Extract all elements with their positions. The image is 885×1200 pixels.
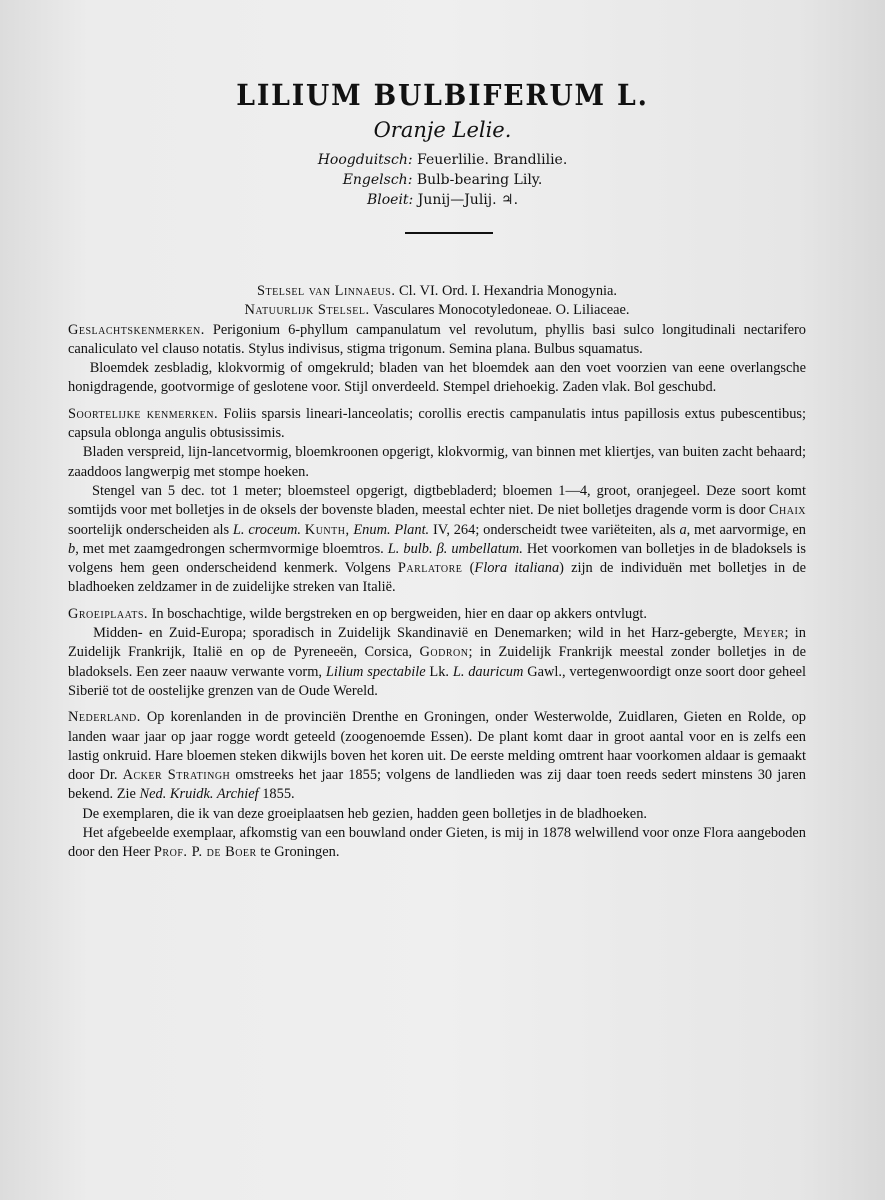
reference-title: Enum. Plant. <box>353 521 430 538</box>
linnaeus-line <box>68 282 806 301</box>
species-stem: Stengel van 5 dec. tot 1 meter; bloemsteel opgerigt, digtbebladerd; bloemen 1—4, groot, oranjegeel. Deze soort komt somtijds voor met bolletjes in de oksels der bovenste bladen, meestal echter niet. De niet bolletjes dragende vorm is door Chaix soortelijk onderscheiden als L. croceum. Kunth, Enum. Plant. IV, 264; onderscheidt twee variëteiten, als a, met aarvormige, en b, met met zaamgedrongen schermvormige bloemtros. L. bulb. β. umbellatum. Het voorkomen van bolletjes in de bladoksels is volgens hem geen onderscheidend kenmerk. Volgens Parlatore (Flora italiana) zijn de individuën met bolletjes in de bladhoeken zeldzamer in de zuidelijke streken van Italië. <box>68 482 807 596</box>
reference-title: Ned. Kruidk. Archief <box>139 786 259 803</box>
netherlands-section <box>68 708 806 804</box>
variety-letter: a <box>679 521 687 538</box>
habitat-heading <box>68 605 806 624</box>
text-run: , met aarvormige, en <box>686 521 806 538</box>
name-value: Feuerlilie. Brandlilie. <box>417 152 568 168</box>
genus-latin <box>68 321 806 360</box>
name-label: Engelsch: <box>342 172 413 188</box>
text-run: omstreeks het jaar 1855; volgens de landlieden was zij daar toen reeds sedert minstens 30 jaren bekend. Zie <box>68 767 806 803</box>
section-label: Geslachtskenmerken. <box>68 321 205 338</box>
description-body <box>68 282 806 863</box>
page-subtitle: Oranje Lelie. <box>373 118 512 142</box>
natural-system-line <box>68 301 806 320</box>
section-text: Perigonium 6-phyllum campanulatum vel revolutum, phyllis basi sulco longitudinali nectarifero canaliculato vel clauso notatis. Stylus indivisus, stigma trigonum. Semina plana. Bulbus squamatus. <box>68 321 806 357</box>
name-line <box>0 150 885 170</box>
taxon-name: Lilium spectabile <box>325 663 426 680</box>
name-value: Junij—Julij. ♃. <box>417 192 519 208</box>
text-run: Het afgebeelde exemplaar, afkomstig van een bouwland onder Gieten, is mij in 1878 welwillend voor onze Flora aangeboden door den Heer <box>68 825 806 861</box>
section-label: Stelsel van Linnaeus. <box>256 283 396 299</box>
netherlands-specimens <box>68 805 806 824</box>
text-run: te Groningen. <box>256 844 340 861</box>
text-run: Op korenlanden in de provinciën Drenthe en Groningen, onder Westerwolde, Zuidlaren, Gieten en Rolde, op landen waar jaar op jaar rogge wordt geteeld (zoogenoemde Essen). De plant komt daar in groot aantal voor en is zelfs een lastig onkruid. Hare bloemen steken dikwijls boven het koren uit. De eerste melding omtrent haar voorkomen aldaar is gemaakt door Dr. <box>68 709 806 784</box>
name-line <box>0 190 885 210</box>
section-text: Vasculares Monocotyledoneae. O. Liliaceae. <box>372 302 630 319</box>
header <box>0 78 885 234</box>
section-label: Soortelijke kenmerken. <box>68 405 219 422</box>
page-title: LILIUM BULBIFERUM L. <box>236 78 649 112</box>
text-run: 1855. <box>258 786 295 803</box>
author-name: Chaix <box>768 502 806 519</box>
author-name: Kunth, <box>304 521 350 538</box>
text-run: Stengel van 5 dec. tot 1 meter; bloemsteel opgerigt, digtbebladerd; bloemen 1—4, groot, oranjegeel. Deze soort komt somtijds voor met bolletjes in de oksels der bovenste bladen, meestal echter niet. De niet bolletjes dragende vorm is door <box>68 482 807 519</box>
section-text: Cl. VI. Ord. I. Hexandria Monogynia. <box>399 283 618 299</box>
name-value: Bulb-bearing Lily. <box>416 172 543 188</box>
section-text: Bladen verspreid, lijn-lancetvormig, bloemkroonen opgerigt, klokvormig, van binnen met kliertjes, van buiten zacht behaard; zaaddoos langwerpig met stompe hoeken. <box>68 444 807 480</box>
genus-dutch <box>68 359 806 398</box>
name-line <box>0 170 885 190</box>
text-run: De exemplaren, die ik van deze groeiplaatsen heb gezien, hadden geen bolletjes in de bladhoeken. <box>82 805 647 822</box>
text-run: Het voorkomen van bolletjes in de bladoksels is volgens hem geen onderscheidend kenmerk. Volgens <box>68 540 806 577</box>
habitat-range <box>68 624 806 701</box>
taxon-name: L. bulb. β. umbellatum. <box>387 540 523 557</box>
text-run: ; in Zuidelijk Frankrijk meestal zonder bolletjes in de bladoksels. Een zeer naauw verwante vorm, <box>68 644 806 680</box>
species-latin <box>68 405 806 444</box>
divider <box>405 232 493 234</box>
author-name: Prof. P. de Boer <box>153 844 257 861</box>
species-dutch <box>68 443 806 482</box>
author-name: Parlatore <box>397 560 463 577</box>
text-run: ; in Zuidelijk Frankrijk, Italië en op de Pyreneeën, Corsica, <box>68 625 807 661</box>
text-run: Gawl., vertegenwoordigt onze soort door geheel Siberië tot de oostelijke grenzen van de Oude Wereld. <box>68 663 807 699</box>
text-run: ) zijn de individuën met bolletjes in de bladhoeken zeldzamer in de zuidelijke streken van Italië. <box>68 560 806 596</box>
taxon-name: L. dauricum <box>452 663 524 680</box>
taxon-name: L. croceum. <box>232 521 301 538</box>
reference-title: Flora italiana <box>474 560 560 577</box>
section-label: Nederland. <box>68 709 141 726</box>
name-label: Bloeit: <box>366 192 414 208</box>
author-name: Meyer <box>743 625 785 642</box>
variety-letter: b <box>68 540 76 557</box>
section-label: Natuurlijk Stelsel. <box>244 302 370 319</box>
name-label: Hoogduitsch: <box>317 152 413 168</box>
section-text: In boschachtige, wilde bergstreken en op bergweiden, hier en daar op akkers ontvlugt. <box>151 605 647 622</box>
text-run: soortelijk onderscheiden als <box>68 521 233 538</box>
text-run: Lk. <box>425 663 453 680</box>
author-name: Godron <box>419 644 469 661</box>
section-label: Groeiplaats. <box>68 605 148 622</box>
section-text: Bloemdek zesbladig, klokvormig of omgekruld; bladen van het bloemdek aan den voet voorzien van eene overlangsche honigdragende, gootvormige of geslotene voor. Stijl onverdeeld. Stempel driehoekig. Zaden vlak. Bol geschubd. <box>68 360 807 396</box>
text-run: , met met zaamgedrongen schermvormige bloemtros. <box>75 540 388 557</box>
text-run: Midden- en Zuid-Europa; sporadisch in Zuidelijk Skandinavië en Denemarken; wild in het Harz-gebergte, <box>93 625 744 642</box>
netherlands-figured <box>68 824 806 863</box>
section-text: Foliis sparsis lineari-lanceolatis; corollis erectis campanulatis intus papillosis extus pubescentibus; capsula oblonga angulis obtusissimis. <box>68 405 807 442</box>
common-names <box>0 150 885 210</box>
text-run: IV, 264; onderscheidt twee variëteiten, als <box>429 521 680 538</box>
author-name: Acker Stratingh <box>122 767 231 784</box>
